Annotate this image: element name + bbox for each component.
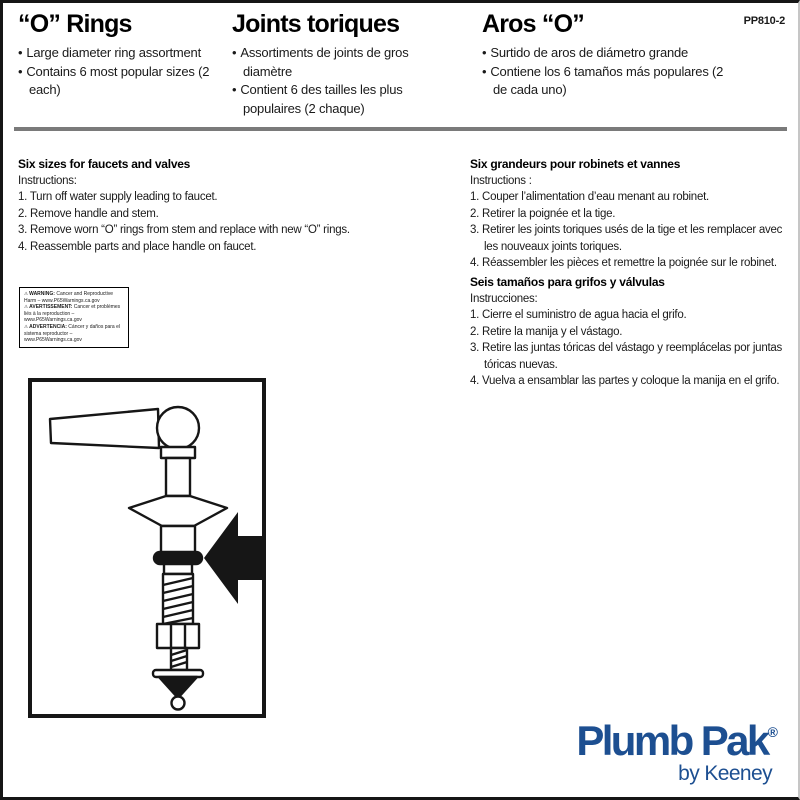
warning-line (24, 324, 124, 344)
warning-label: AVERTISSEMENT: (29, 304, 73, 311)
warning-triangle-icon: ⚠ (24, 304, 29, 310)
arrow-left-icon (204, 512, 262, 604)
header-english (18, 11, 230, 100)
section-heading: Six grandeurs pour robinets et vannes (470, 157, 681, 171)
brand-tagline: by Keeney (678, 762, 772, 785)
bullet-item (482, 63, 732, 100)
bullet-icon: • (18, 45, 23, 60)
instructions-label: Instrucciones: (470, 292, 538, 305)
illustration-frame (28, 378, 266, 718)
instruction-step: 2. Retire la manija y el vástago. (470, 325, 623, 338)
warning-triangle-icon: ⚠ (24, 291, 29, 296)
bullet-text: Contiene los 6 tamaños más populares (2 de cada uno) (490, 63, 724, 97)
instructions-spanish (470, 274, 794, 390)
warning-text: Cancer et problèmes liés à la reproduction – www.P65Warnings.ca.gov (24, 304, 121, 324)
instruction-step: 2. Remove handle and stem. (18, 207, 159, 220)
header-french (232, 11, 450, 118)
registered-mark-icon: ® (767, 724, 778, 740)
header-spanish (482, 11, 732, 100)
bullet-item (232, 44, 450, 81)
instruction-step: 1. Couper l’alimentation d’eau menant au robinet. (470, 191, 709, 203)
section-heading: Six sizes for faucets and valves (18, 157, 191, 171)
bullet-text: Large diameter ring assortment (26, 45, 202, 60)
bullet-icon: • (18, 63, 23, 79)
warning-label: WARNING: (29, 291, 55, 297)
warning-triangle-icon: ⚠ (24, 323, 29, 329)
instructions-english (18, 156, 448, 255)
bullet-icon: • (482, 45, 487, 60)
bullet-item (18, 44, 230, 63)
divider-rule (14, 127, 787, 131)
instructions-label: Instructions : (470, 174, 532, 187)
bullet-text: Surtido de aros de diámetro grande (490, 45, 689, 60)
warning-label: ADVERTENCIA: (29, 323, 67, 330)
warning-line (24, 291, 124, 304)
bullet-icon: • (232, 82, 237, 97)
bullet-icon: • (482, 63, 487, 79)
part-number: PP810-2 (743, 15, 785, 27)
brand-wordmark (576, 712, 778, 764)
bullet-item (232, 81, 450, 118)
instruction-step: 4. Réassembler les pièces et remettre la poignée sur le robinet. (470, 257, 777, 269)
lower-neck-shape (164, 564, 192, 574)
brand-name: Plumb Pak (576, 717, 768, 764)
instructions-label: Instructions: (18, 174, 77, 187)
title-en: “O” Rings (18, 10, 132, 38)
cone-washer-shape (159, 677, 197, 698)
ball-joint-shape (157, 407, 199, 449)
stem-tip-shape (172, 697, 185, 710)
instruction-step: 4. Vuelva a ensamblar las partes y coloque la manija en el grifo. (470, 375, 780, 387)
bullet-item (482, 44, 732, 63)
prop65-warning-box (19, 287, 129, 348)
warning-text: Cancer and Reproductive Harm – www.P65Warnings.ca.gov (24, 291, 114, 304)
instruction-step: 3. Retire las juntas tóricas del vástago y reemplácelas por juntas tóricas nuevas. (470, 342, 783, 371)
bullet-text: Assortiments de joints de gros diamètre (240, 45, 409, 79)
warning-line (24, 304, 124, 324)
collar-shape (161, 447, 195, 458)
instructions-french (470, 156, 794, 272)
instruction-step: 4. Reassemble parts and place handle on faucet. (18, 240, 257, 253)
section-heading: Seis tamaños para grifos y válvulas (470, 275, 665, 289)
bullet-item (18, 63, 230, 100)
warning-text: Cáncer y daños para el sistema reproductor – www.P65Warnings.ca.gov (24, 323, 120, 344)
brand-logo (576, 712, 778, 785)
bullet-text: Contains 6 most popular sizes (2 each) (26, 63, 210, 97)
bullet-icon: • (232, 45, 237, 60)
stem-shaft-shape (166, 458, 190, 496)
instruction-step: 1. Cierre el suministro de agua hacia el grifo. (470, 309, 687, 321)
faucet-handle-shape (50, 409, 159, 448)
instruction-step: 3. Retirer les joints toriques usés de la tige et les remplacer avec les nouveaux joints toriques. (470, 224, 783, 253)
stem-body-shape (161, 526, 195, 553)
title-fr: Joints toriques (232, 10, 400, 38)
title-es: Aros “O” (482, 10, 584, 38)
hex-nut-shape (157, 624, 199, 648)
instruction-step: 2. Retirer la poignée et la tige. (470, 207, 616, 220)
instruction-step: 3. Remove worn “O” rings from stem and replace with new “O” rings. (18, 224, 350, 236)
bullet-text: Contient 6 des tailles les plus populaires (2 chaque) (240, 82, 403, 116)
o-ring-band (154, 552, 202, 564)
packing-flange-shape (129, 496, 227, 526)
instruction-step: 1. Turn off water supply leading to faucet. (18, 191, 218, 203)
faucet-stem-diagram (32, 382, 262, 714)
